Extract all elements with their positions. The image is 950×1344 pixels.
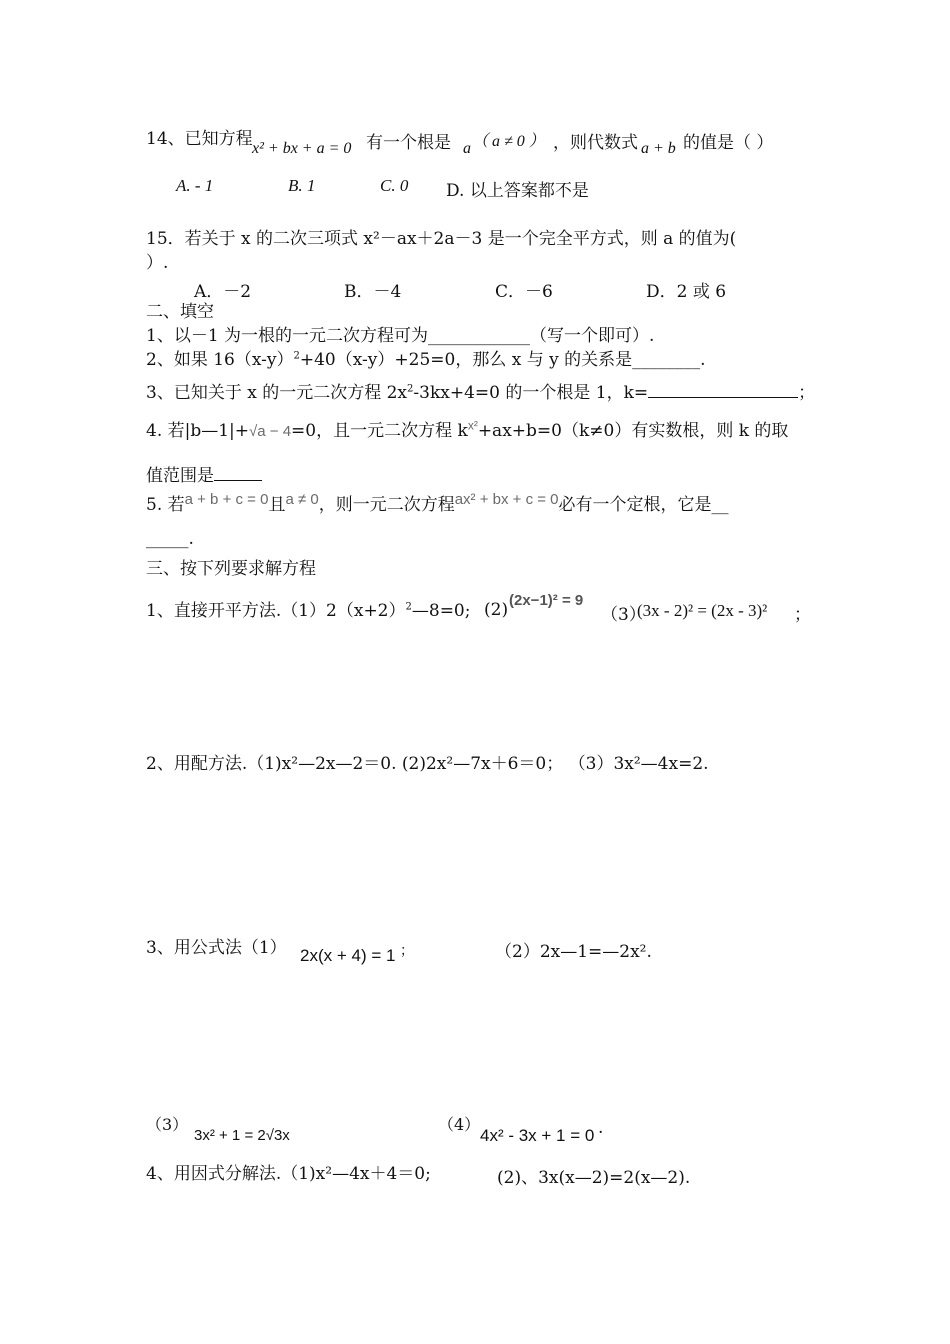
q15-choice-a: A．－2 <box>194 282 252 302</box>
fill-q3-blank <box>648 381 798 398</box>
solve-p3-equation4: 4x² - 3x + 1 = 0 <box>480 1126 595 1145</box>
q5-equation: ax² + bx + c = 0 <box>454 491 559 508</box>
q14-line <box>146 128 253 150</box>
solve-p3-label4: （4） <box>438 1115 481 1134</box>
q14-mid2: ，则代数式 <box>553 133 638 153</box>
q15-choice-b: B．－4 <box>344 282 402 302</box>
solve-p1-equation2: (2x−1)² = 9 <box>509 592 584 609</box>
solve-p2: 2、用配方法.（1)x²—2x—2＝0. (2)2x²—7x＋6＝0； （3）3x²—4x=2. <box>146 754 709 774</box>
q14-choice-b: B. 1 <box>288 176 316 195</box>
sqrt-expression: √a − 4 <box>249 423 292 440</box>
q14-condition: （ a ≠ 0 ） <box>472 133 545 150</box>
solve-p4-part2: (2)、3x(x—2)=2(x—2). <box>497 1168 691 1188</box>
fill-q2: 2、如果 $16(x-y)^2+40(x-y)+25=0$，那么 x 与 y 的关系是________. <box>146 350 706 370</box>
solve-p1: 1、直接开平方法$.(1)2(x+2)^2—8=0$; <box>146 601 471 621</box>
solve-p1-end: ； <box>794 605 811 625</box>
q14-choice-d: D. 以上答案都不是 <box>446 181 589 201</box>
q15-line1: 15．若关于 x 的二次三项式 x²－ax＋2a－3 是一个完全平方式，则 a 的值为( <box>146 229 737 249</box>
solve-p3-semicolon: ； <box>400 943 414 959</box>
fill-q5: 5. 若a + b + c = 0且a ≠ 0，则一元二次方程ax² + bx + c = 0必有一个定根，它是__ <box>146 491 729 515</box>
fill-q5-line2: _____. <box>146 529 194 549</box>
fill-q4-blank <box>214 464 262 481</box>
solve-p3-label3: （3） <box>146 1115 189 1134</box>
section2-heading: 二、填空 <box>146 302 214 322</box>
q14-equation: x² + bx + a = 0 <box>252 140 352 157</box>
solve-p3-dot: . <box>598 1118 604 1138</box>
q14-expression: a + b <box>641 140 676 157</box>
q14-tail: 的值是（ ） <box>683 133 774 153</box>
q14-lead: 14、已知方程 <box>146 129 253 149</box>
solve-p3-label: 3、用公式法（1） <box>146 938 287 958</box>
solve-p3-equation1: 2x(x + 4) = 1 <box>300 946 396 965</box>
solve-p3-part2: （2）2x—1=—2x². <box>495 942 652 962</box>
solve-p4-part1: 4、用因式分解法.（1)x²—4x＋4＝0; <box>146 1164 431 1184</box>
q15-choice-c: C．－6 <box>495 282 553 302</box>
fill-q1: 1、以－1 为一根的一元二次方程可为____________（写一个即可）. <box>146 326 655 346</box>
q15-line2: ）. <box>146 253 169 273</box>
solve-p3-equation3: 3x² + 1 = 2√3x <box>194 1127 290 1144</box>
section3-heading: 三、按下列要求解方程 <box>146 559 316 579</box>
q14-choice-c: C. 0 <box>380 176 409 195</box>
q15-choice-d: D．2 或 6 <box>646 282 727 302</box>
fill-q4: 4. 若|b—1|+√a − 4=0，且一元二次方程 $k^{x^2}+ax+b=0(k\ne 0)$有实数根，则 k 的取 <box>146 418 789 441</box>
q5-condition1: a + b + c = 0 <box>184 491 269 508</box>
fill-q3: 3、已知关于 x 的一元二次方程 $2x^2-3kx+4=0$ 的一个根是 1，k= ； <box>146 383 816 403</box>
solve-p1-label3: （3） <box>601 605 646 625</box>
q14-root: a <box>463 140 471 157</box>
q14-mid: 有一个根是 <box>366 133 451 153</box>
solve-p1-equation3: (3x - 2)² = (2x - 3)² <box>637 601 768 620</box>
q5-condition2: a ≠ 0 <box>285 491 319 508</box>
fill-q4-line2: 值范围是 <box>146 464 262 487</box>
solve-p1-label2: (2) <box>484 600 509 620</box>
q14-choice-a: A. - 1 <box>176 176 214 195</box>
